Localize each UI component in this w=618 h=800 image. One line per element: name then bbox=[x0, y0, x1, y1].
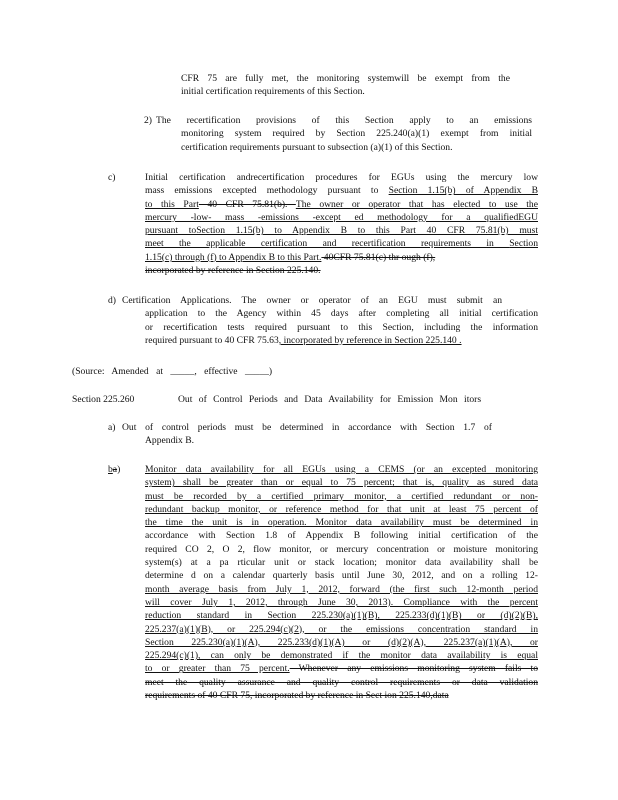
text-line: Appendix B. bbox=[145, 435, 195, 447]
text-line: Section 225.230(a)(1)(A), 225.233(d)(1)(A) or (d)(2)(A), 225.237(a)(1)(A), or bbox=[145, 636, 538, 648]
text-line: Initial certification andrecertification procedures for EGUs using the mercury low bbox=[145, 172, 538, 183]
text-line: application to the Agency within 45 days after completing all initial certification bbox=[145, 308, 538, 320]
text-line: 225.294(c)(1), can only be demonstrated if the monitor data availability is equal bbox=[145, 650, 538, 662]
text-line: redundant backup monitor, or reference method for that unit at least 75 percent of bbox=[145, 503, 538, 515]
section-heading bbox=[72, 393, 512, 406]
subsection-d bbox=[108, 294, 538, 347]
subsection-a bbox=[108, 421, 492, 448]
text-line: requirements of 40 CFR 75, incorporated by reference in Sect ion 225.140,data bbox=[145, 690, 449, 702]
text-line: initial certification requirements of this Section. bbox=[181, 86, 365, 98]
subsection-b bbox=[145, 463, 538, 702]
subsection-label: a) bbox=[108, 422, 116, 433]
text-line: mercury -low- mass -emissions -except ed methodology for a qualifiedEGU bbox=[145, 211, 538, 223]
text-line: 225.237(a)(1)(B), or 225.294(c)(2), or the emissions concentration standard in bbox=[145, 623, 538, 635]
subsection-label: d) bbox=[108, 295, 116, 306]
text-line: monitoring system required by Section 225.240(a)(1) exempt from initial bbox=[181, 128, 532, 140]
text-line: incorporated by reference in Section 225.140. bbox=[145, 265, 321, 277]
text-line: will cover July 1, 2012, through June 30, 2013). Compliance with the percent bbox=[145, 596, 538, 608]
text-line: system) shall be greater than or equal to 75 percent; that is, quality as sured data bbox=[145, 477, 538, 489]
text-line: mass emissions excepted methodology pursuant to Section 1.15(b) of Appendix B bbox=[145, 185, 538, 197]
text-line: required CO 2, O 2, flow monitor, or mercury concentration or moisture monitoring bbox=[145, 543, 538, 555]
text-line: Out of control periods must be determined in accordance with Section 1.7 of bbox=[122, 422, 492, 433]
text-line: meet the quality assurance and quality control requirements or data validation bbox=[145, 676, 538, 688]
subsection-c bbox=[145, 171, 538, 277]
text-line: Certification Applications. The owner or operator of an EGU must submit an bbox=[122, 295, 502, 306]
text-line: to this Part 40 CFR 75.81(b). The owner or operator that has elected to use the bbox=[145, 198, 538, 210]
subsection-2 bbox=[144, 114, 532, 154]
text-line: to or greater than 75 percent. Whenever any emissions monitoring system fails to bbox=[145, 663, 538, 675]
text-line: Monitor data availability for all EGUs using a CEMS (or an excepted monitoring bbox=[145, 464, 538, 475]
text-line: required pursuant to 40 CFR 75.63, incorporated by reference in Section 225.140 . bbox=[145, 334, 462, 346]
text-line: or recertification tests required pursuant to this Section, including the information bbox=[145, 321, 538, 333]
text-line: month average basis from July 1, 2012, forward (the first such 12-month period bbox=[145, 583, 538, 595]
text-line: certification requirements pursuant to subsection (a)(1) of this Section. bbox=[181, 141, 453, 153]
source-note: (Source: Amended at _____, effective _____) bbox=[72, 366, 273, 377]
section-title: Out of Control Periods and Data Availability for Emission Mon itors bbox=[178, 394, 482, 405]
text-line: accordance with Section 1.8 of Appendix B following initial certification of the bbox=[145, 530, 538, 542]
text-line: 1.15(c) through (f) to Appendix B to this Part. 40CFR 75.81(c) thr ough (f), bbox=[145, 251, 436, 263]
text-line: reduction standard in Section 225.230(a)(1)(B), 225.233(d)(1)(B) or (d)(2)(B), bbox=[145, 610, 538, 622]
text-line: pursuant toSection 1.15(b) to Appendix B to this Part 40 CFR 75.81(b) must bbox=[145, 225, 538, 237]
text-line: must be recorded by a certified primary monitor, a certified redundant or non- bbox=[145, 490, 538, 502]
subsection-label: 2) bbox=[144, 115, 152, 126]
text-line: system(s) at a pa rticular unit or stack location; monitor data availability shall be bbox=[145, 557, 538, 569]
text-line: determine d on a calendar quarterly basis until June 30, 2012, and on a rolling 12- bbox=[145, 570, 538, 582]
subsection-label-b: ba) bbox=[108, 464, 121, 475]
section-number: Section 225.260 bbox=[72, 394, 135, 405]
text-line: the time the unit is in operation. Monitor data availability must be determined in bbox=[145, 517, 538, 529]
carryover-paragraph bbox=[181, 72, 510, 99]
text-line: The recertification provisions of this Section apply to an emissions bbox=[156, 115, 532, 126]
subsection-label-c: c) bbox=[108, 172, 116, 183]
text-line: CFR 75 are fully met, the monitoring systemwill be exempt from the bbox=[181, 73, 510, 84]
text-line: meet the applicable certification and recertification requirements in Section bbox=[145, 238, 538, 250]
